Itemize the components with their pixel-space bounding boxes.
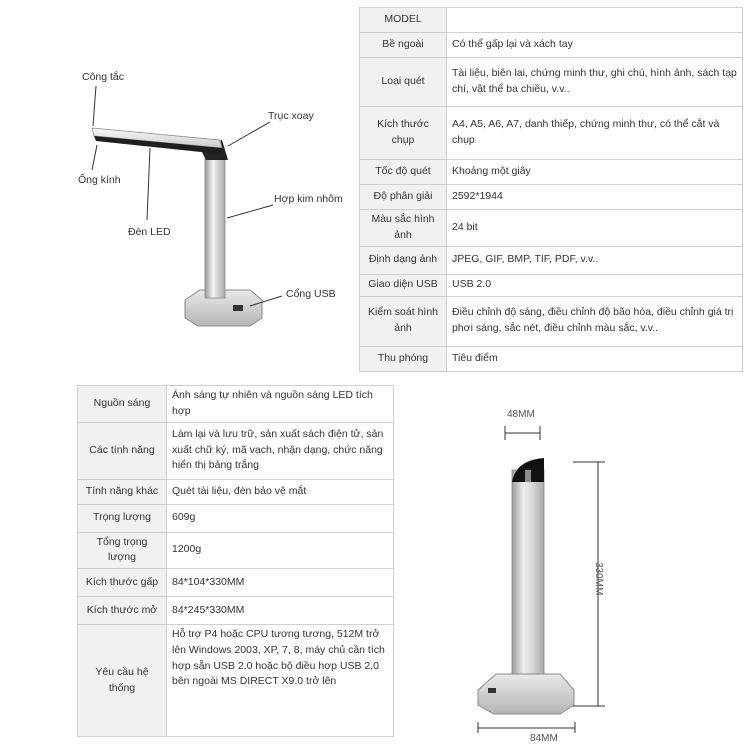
spec-value: 2592*1944 (447, 185, 743, 210)
spec-value: Hỗ trợ P4 hoặc CPU tương tương, 512M trở lên Windows 2003, XP, 7, 8, máy chủ cần tích hợp sẵn USB 2.0 hoặc bộ điều hợp USB 2,0 bên ngoài MS DIRECT X9.0 trở lên (167, 625, 394, 737)
spec-value (447, 8, 743, 33)
lens-label: Ống kính (78, 174, 121, 186)
spec-value: 84*245*330MM (167, 597, 394, 625)
spec-value: JPEG, GIF, BMP, TIF, PDF, v.v.. (447, 246, 743, 274)
table-row (360, 296, 743, 346)
spec-value: Có thể gấp lại và xách tay (447, 33, 743, 58)
table-row (360, 107, 743, 160)
spec-label: Tính năng khác (78, 479, 167, 504)
spec-value: 1200g (167, 532, 394, 569)
table-row (360, 58, 743, 107)
spec-value: USB 2.0 (447, 274, 743, 296)
spec-value: 84*104*330MM (167, 569, 394, 597)
spec-label: Kích thước chụp (360, 107, 447, 160)
spec-label: Các tính năng (78, 422, 167, 479)
spec-table-top (359, 7, 743, 372)
usb-port-icon (233, 305, 243, 311)
aluminum-alloy-label: Hợp kim nhôm (274, 193, 343, 205)
dimension-width-bottom: 84MM (530, 733, 558, 744)
spec-label: Yêu cầu hệ thống (78, 625, 167, 737)
spec-label: Tốc độ quét (360, 160, 447, 185)
spec-label: Loại quét (360, 58, 447, 107)
spec-label: Kích thước mở (78, 597, 167, 625)
table-row (360, 346, 743, 371)
switch-label: Công tắc (82, 71, 125, 83)
spec-value: A4, A5, A6, A7, danh thiếp, chứng minh thư, có thể cắt và chụp (447, 107, 743, 160)
spec-value: Quét tài liệu, đèn bảo vệ mắt (167, 479, 394, 504)
spec-table-bottom (77, 385, 394, 737)
dimension-width-top: 48MM (507, 409, 535, 420)
spec-label: Tổng trọng lượng (78, 532, 167, 569)
spec-value: Tiêu điểm (447, 346, 743, 371)
spec-label: Độ phân giải (360, 185, 447, 210)
spec-label: MODEL (360, 8, 447, 33)
spec-label: Thu phóng (360, 346, 447, 371)
led-light-label: Đèn LED (128, 226, 171, 238)
table-row (78, 532, 394, 569)
spec-label: Kiểm soát hình ảnh (360, 296, 447, 346)
spec-value: Khoảng một giây (447, 160, 743, 185)
table-row (78, 479, 394, 504)
spec-label: Định dạng ảnh (360, 246, 447, 274)
spec-label: Màu sắc hình ảnh (360, 210, 447, 247)
spec-label: Trọng lượng (78, 504, 167, 532)
scanner-folded-base (478, 674, 574, 714)
table-row (78, 597, 394, 625)
spec-value: 609g (167, 504, 394, 532)
table-row (78, 625, 394, 737)
usb-port-folded-icon (488, 688, 496, 693)
spec-label: Kích thước gấp (78, 569, 167, 597)
dimension-height: 330MM (593, 562, 604, 596)
table-row (78, 422, 394, 479)
table-row (360, 274, 743, 296)
table-row (360, 246, 743, 274)
table-row (78, 504, 394, 532)
table-row (360, 185, 743, 210)
table-row (360, 160, 743, 185)
usb-port-label: Cổng USB (286, 288, 336, 300)
spec-label: Bề ngoài (360, 33, 447, 58)
table-row (360, 210, 743, 247)
table-row (360, 33, 743, 58)
spec-value: Tài liệu, biên lai, chứng minh thư, ghi chú, hình ảnh, sách tạp chí, vật thể ba chiều, v.v.. (447, 58, 743, 107)
rotation-axis-label: Trục xoay (268, 110, 314, 122)
spec-value: 24 bit (447, 210, 743, 247)
spec-value: Điều chỉnh độ sáng, điều chỉnh độ bão hòa, điều chỉnh giá trị phơi sáng, sắc nét, điều chỉnh màu sắc, v.v.. (447, 296, 743, 346)
scanner-pole (205, 155, 225, 298)
table-row (78, 386, 394, 423)
spec-label: Giao diện USB (360, 274, 447, 296)
table-row (360, 8, 743, 33)
spec-label: Nguồn sáng (78, 386, 167, 423)
table-row (78, 569, 394, 597)
spec-value: Ánh sáng tự nhiên và nguồn sáng LED tích hợp (167, 386, 394, 423)
spec-value: Làm lại và lưu trữ, sản xuất sách điện tử, sản xuất chữ ký, mã vạch, nhận dạng, chức năng hiển thị bảng trắng (167, 422, 394, 479)
